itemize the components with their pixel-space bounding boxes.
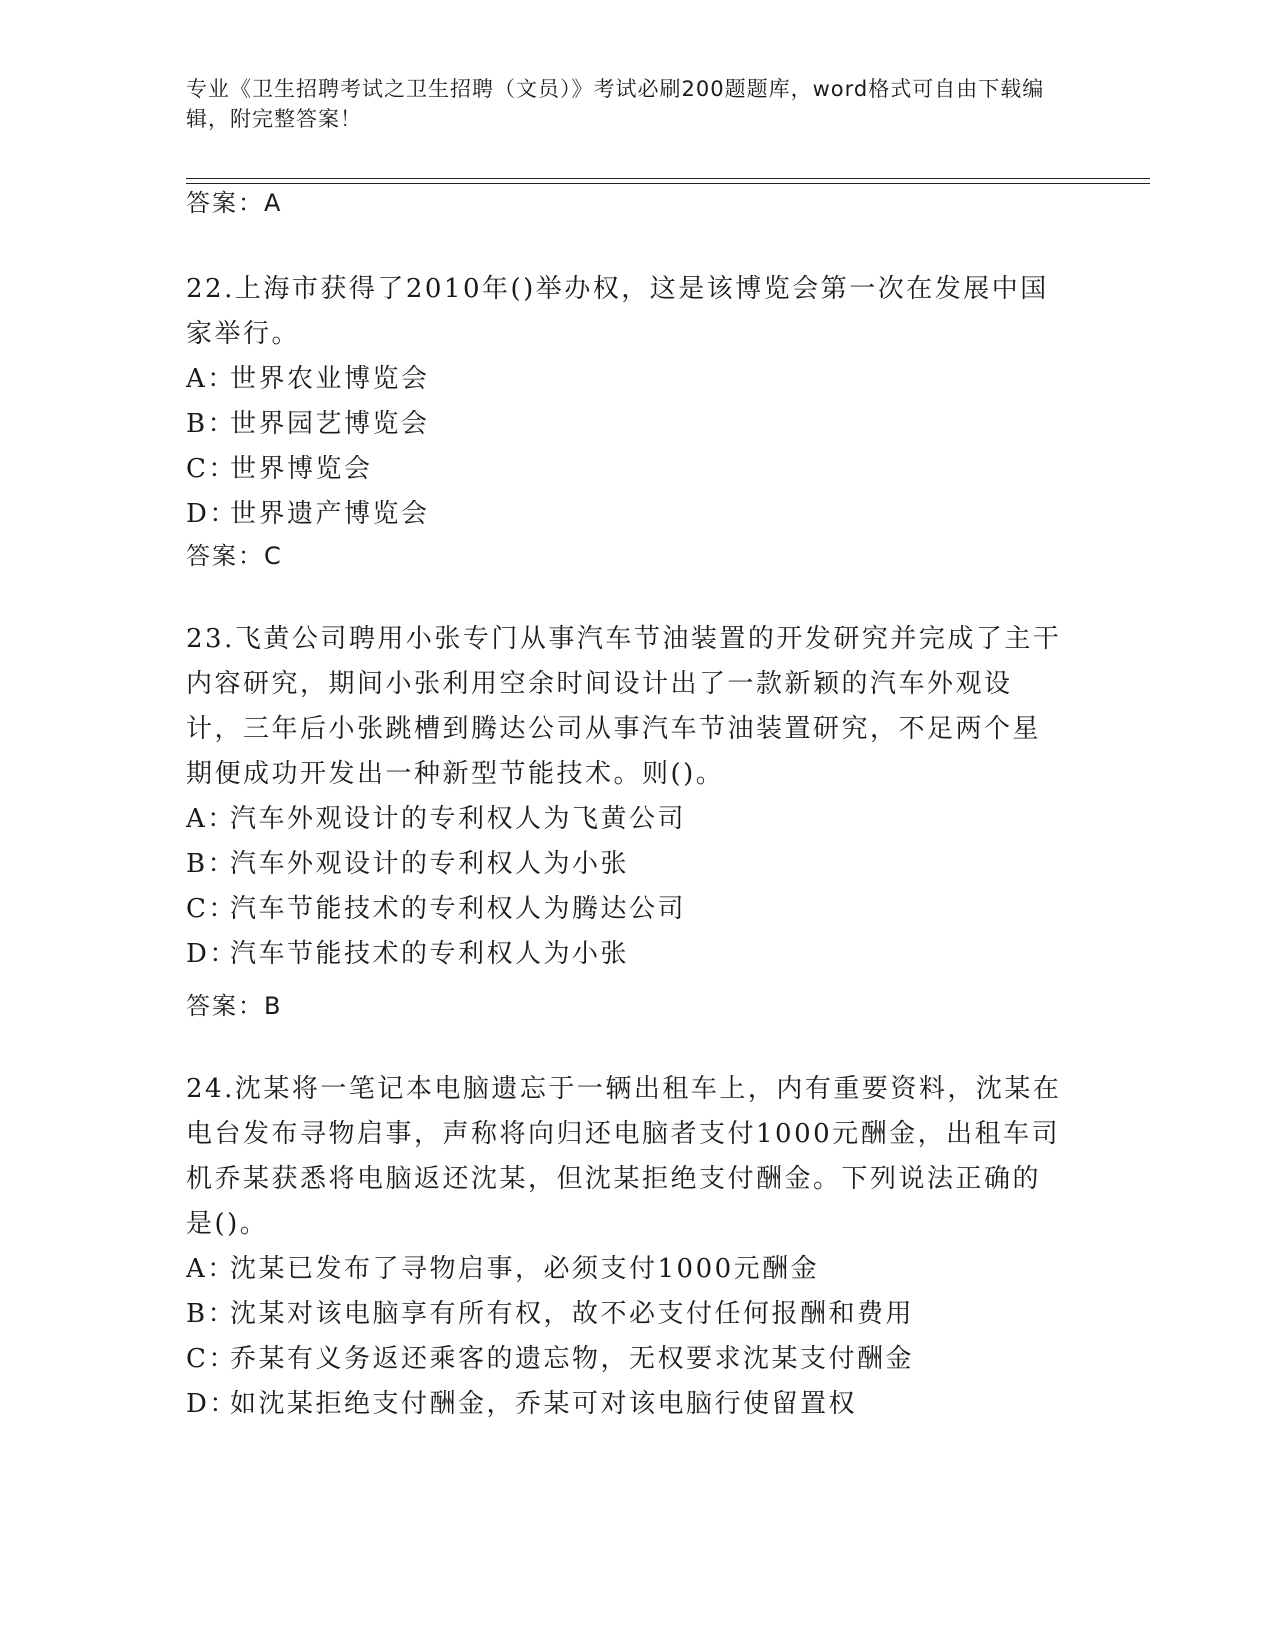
- header-divider-top: [186, 178, 1150, 179]
- option-c: C：汽车节能技术的专利权人为腾达公司: [186, 894, 687, 924]
- option-b: B：世界园艺博览会: [186, 409, 430, 439]
- answer-line: 答案：A: [186, 189, 283, 217]
- question-stem: 22.上海市获得了2010年()举办权，这是该博览会第一次在发展中国家举行。: [186, 274, 1049, 349]
- question-stem: 24.沈某将一笔记本电脑遗忘于一辆出租车上，内有重要资料，沈某在电台发布寻物启事，声称将向归还电脑者支付1000元酬金，出租车司机乔某获悉将电脑返还沈某，但沈某拒绝支付酬金。下列说法正确的是()。: [186, 1074, 1062, 1239]
- answer-line: 答案：B: [186, 992, 283, 1020]
- option-b: B：汽车外观设计的专利权人为小张: [186, 849, 630, 879]
- option-c: C：世界博览会: [186, 454, 373, 484]
- document-header: 专业《卫生招聘考试之卫生招聘（文员）》考试必刷200题题库，word格式可自由下载编辑，附完整答案！: [186, 77, 1045, 131]
- question-stem: 23.飞黄公司聘用小张专门从事汽车节油装置的开发研究并完成了主干内容研究，期间小张利用空余时间设计出了一款新颖的汽车外观设计，三年后小张跳槽到腾达公司从事汽车节油装置研究，不足两个星期便成功开发出一种新型节能技术。则()。: [186, 624, 1062, 789]
- header-divider-bottom: [186, 183, 1150, 184]
- option-a: A：世界农业博览会: [186, 364, 430, 394]
- option-d: D：如沈某拒绝支付酬金，乔某可对该电脑行使留置权: [186, 1389, 858, 1419]
- option-d: D：世界遗产博览会: [186, 499, 430, 529]
- answer-line: 答案：C: [186, 542, 283, 570]
- question-22: [186, 267, 1066, 537]
- option-d: D：汽车节能技术的专利权人为小张: [186, 939, 630, 969]
- option-b: B：沈某对该电脑享有所有权，故不必支付任何报酬和费用: [186, 1299, 915, 1329]
- option-a: A：沈某已发布了寻物启事，必须支付1000元酬金: [186, 1254, 820, 1284]
- option-a: A：汽车外观设计的专利权人为飞黄公司: [186, 804, 687, 834]
- question-23: [186, 617, 1066, 977]
- option-c: C：乔某有义务返还乘客的遗忘物，无权要求沈某支付酬金: [186, 1344, 915, 1374]
- question-24: [186, 1067, 1066, 1427]
